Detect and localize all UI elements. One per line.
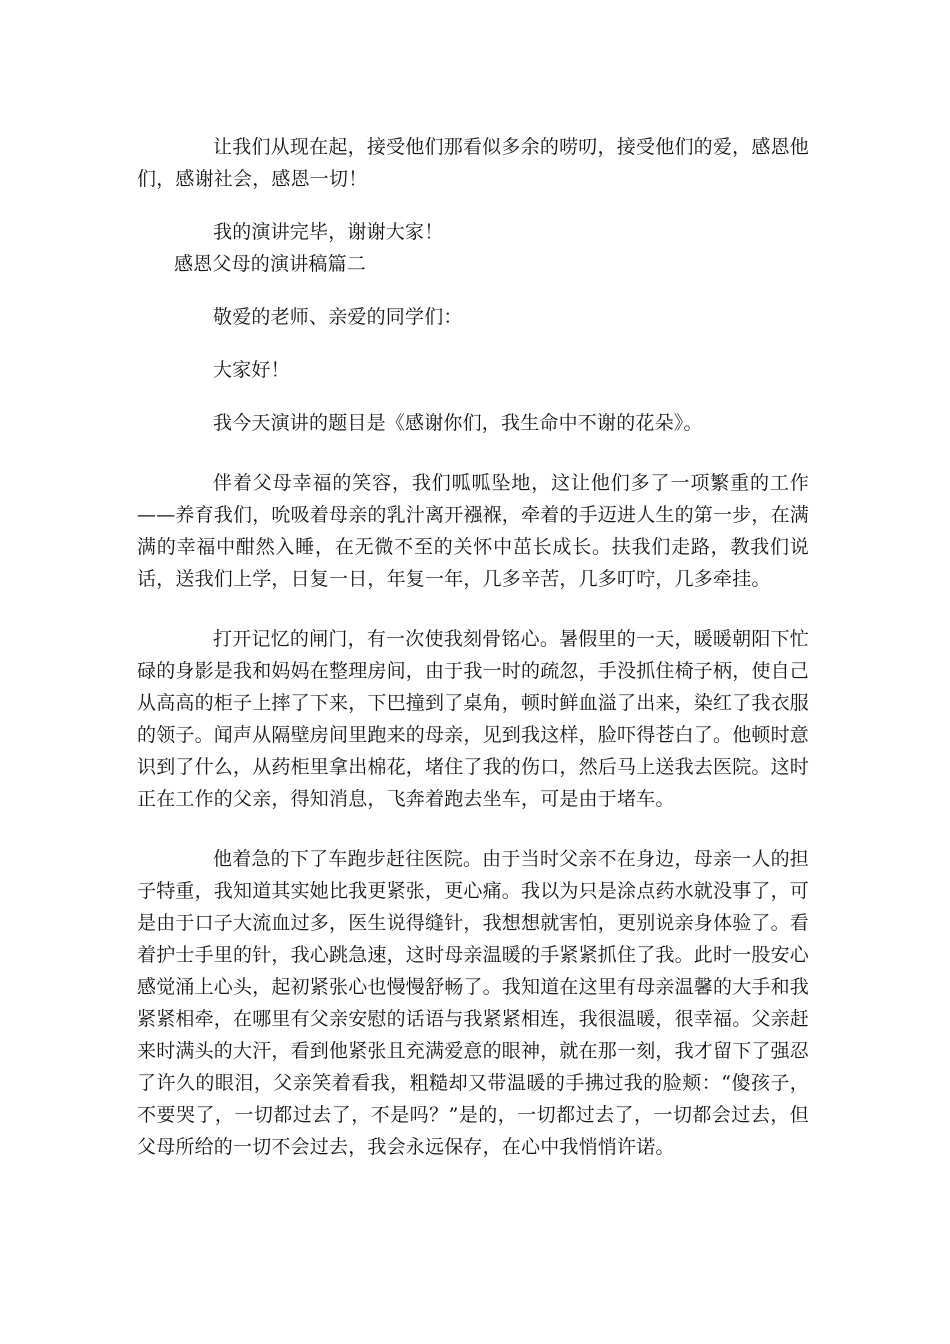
body-paragraph-1: 伴着父母幸福的笑容，我们呱呱坠地，这让他们多了一项繁重的工作——养育我们，吮吸着母亲的乳汁离开襁褓，牵着的手迈进人生的第一步，在满满的幸福中酣然入睡，在无微不至的关怀中茁长成长。扶我们走路，教我们说话，送我们上学，日复一日，年复一年，几多辛苦，几多叮咛，几多牵挂。 — [137, 472, 810, 590]
speech-end-paragraph: 我的演讲完毕，谢谢大家！ — [213, 221, 444, 243]
topic-paragraph: 我今天演讲的题目是《感谢你们，我生命中不谢的花朵》。 — [213, 412, 703, 434]
section-heading: 感恩父母的演讲稿篇二 — [174, 253, 367, 275]
greeting-paragraph: 大家好！ — [213, 359, 290, 381]
document-body — [137, 131, 809, 1163]
body-paragraph-2: 打开记忆的闸门，有一次使我刻骨铭心。暑假里的一天，暖暖朝阳下忙碌的身影是我和妈妈在整理房间，由于我一时的疏忽，手没抓住椅子柄，使自己从高高的柜子上摔了下来，下巴撞到了桌角，顿时鲜血溢了出来，染红了我衣服的领子。闻声从隔壁房间里跑来的母亲，见到我这样，脸吓得苍白了。他顿时意识到了什么，从药柜里拿出棉花，堵住了我的伤口，然后马上送我去医院。这时正在工作的父亲，得知消息，飞奔着跑去坐车，可是由于堵车。 — [137, 628, 810, 810]
body-paragraph-3: 他着急的下了车跑步赶往医院。由于当时父亲不在身边，母亲一人的担子特重，我知道其实她比我更紧张，更心痛。我以为只是涂点药水就没事了，可是由于口子大流血过多，医生说得缝针，我想想就害怕，更别说亲身体验了。看着护士手里的针，我心跳急速，这时母亲温暖的手紧紧抓住了我。此时一股安心感觉涌上心头，起初紧张心也慢慢舒畅了。我知道在这里有母亲温馨的大手和我紧紧相牵，在哪里有父亲安慰的话语与我紧紧相连，我很温暖，很幸福。父亲赶来时满头的大汗，看到他紧张且充满爱意的眼神，就在那一刻，我才留下了强忍了许久的眼泪，父亲笑着看我，粗糙却又带温暖的手拂过我的脸颊：“傻孩子，不要哭了，一切都过去了，不是吗？”是的，一切都过去了，一切都会过去，但父母所给的一切不会过去，我会永远保存，在心中我悄悄许诺。 — [137, 848, 810, 1158]
closing-paragraph: 让我们从现在起，接受他们那看似多余的唠叨，接受他们的爱，感恩他们，感谢社会，感恩一切！ — [137, 136, 809, 190]
salutation-paragraph: 敬爱的老师、亲爱的同学们： — [213, 306, 463, 328]
